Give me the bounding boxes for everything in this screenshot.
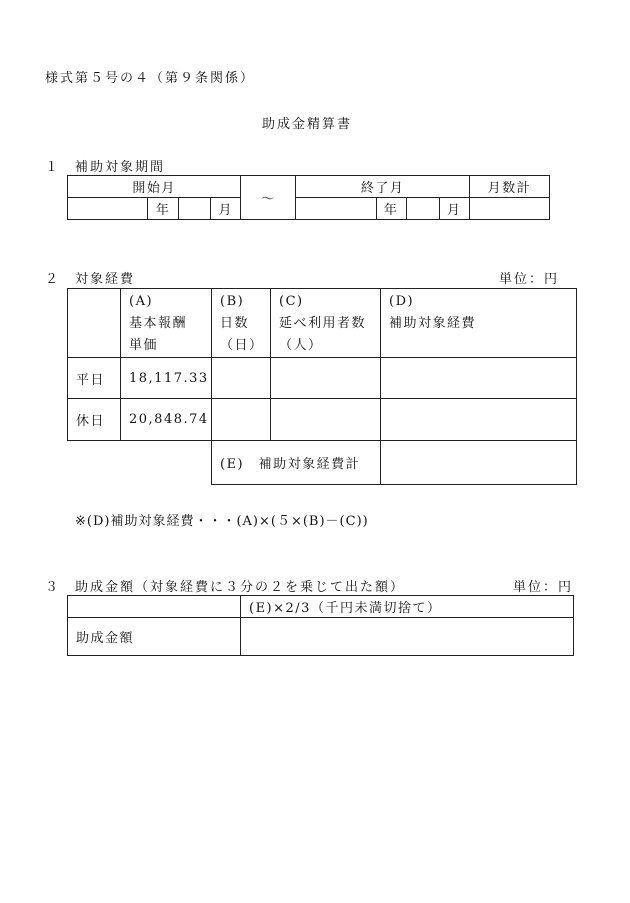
expense-weekday[interactable] [381, 358, 577, 399]
expense-holiday[interactable] [381, 399, 577, 441]
col-c-header: (C) 延べ利用者数 （人） [271, 289, 381, 358]
unit-price-holiday: 20,848.74 [121, 399, 212, 441]
section1-number: １ [45, 160, 59, 175]
table-row [68, 358, 577, 399]
grant-table [67, 595, 574, 656]
blank-area [68, 441, 212, 485]
row-label-holiday: 休日 [68, 399, 121, 441]
start-year-value[interactable] [68, 198, 148, 220]
form-number: 様式第５号の４（第９条関係） [45, 71, 256, 86]
month-count-header: 月数計 [469, 176, 549, 198]
start-year-label: 年 [148, 198, 179, 220]
calculation-note: ※(D)補助対象経費・・・(A)×(５×(B)－(C)) [75, 514, 369, 529]
end-year-label: 年 [376, 198, 406, 220]
grant-value[interactable] [241, 618, 574, 656]
end-year-value[interactable] [296, 198, 376, 220]
col-a-header: (A) 基本報酬 単価 [121, 289, 212, 358]
users-holiday[interactable] [271, 399, 381, 441]
end-month-label: 月 [439, 198, 469, 220]
end-month-value[interactable] [406, 198, 439, 220]
month-count-value[interactable] [469, 198, 549, 220]
total-value[interactable] [381, 441, 577, 485]
start-month-value[interactable] [179, 198, 211, 220]
section2-unit: 単位：円 [499, 272, 560, 287]
grant-label: 助成金額 [68, 618, 241, 656]
grant-header-blank [68, 596, 241, 618]
days-weekday[interactable] [212, 358, 271, 399]
section3-title: 助成金額（対象経費に３分の２を乗じて出た額） [75, 580, 406, 595]
grant-formula: (E)×2/3（千円未満切捨て） [241, 596, 574, 618]
col-b-header: (B) 日数 （日） [212, 289, 271, 358]
days-holiday[interactable] [212, 399, 271, 441]
header-blank [68, 289, 121, 358]
period-table [67, 175, 550, 220]
expense-table [67, 288, 577, 485]
users-weekday[interactable] [271, 358, 381, 399]
section1-title: 補助対象期間 [75, 160, 166, 175]
start-month-label: 月 [211, 198, 241, 220]
row-label-weekday: 平日 [68, 358, 121, 399]
total-label: (E) 補助対象経費計 [212, 441, 381, 485]
section2-number: ２ [45, 272, 59, 287]
unit-price-weekday: 18,117.33 [121, 358, 212, 399]
tilde: ～ [241, 176, 296, 220]
start-month-header: 開始月 [68, 176, 241, 198]
end-month-header: 終了月 [296, 176, 469, 198]
section3-number: ３ [45, 580, 59, 595]
table-row [68, 399, 577, 441]
section2-title: 対象経費 [75, 272, 136, 287]
document-title: 助成金精算書 [262, 117, 353, 132]
section3-unit: 単位：円 [513, 580, 574, 595]
col-d-header: (D) 補助対象経費 [381, 289, 577, 358]
